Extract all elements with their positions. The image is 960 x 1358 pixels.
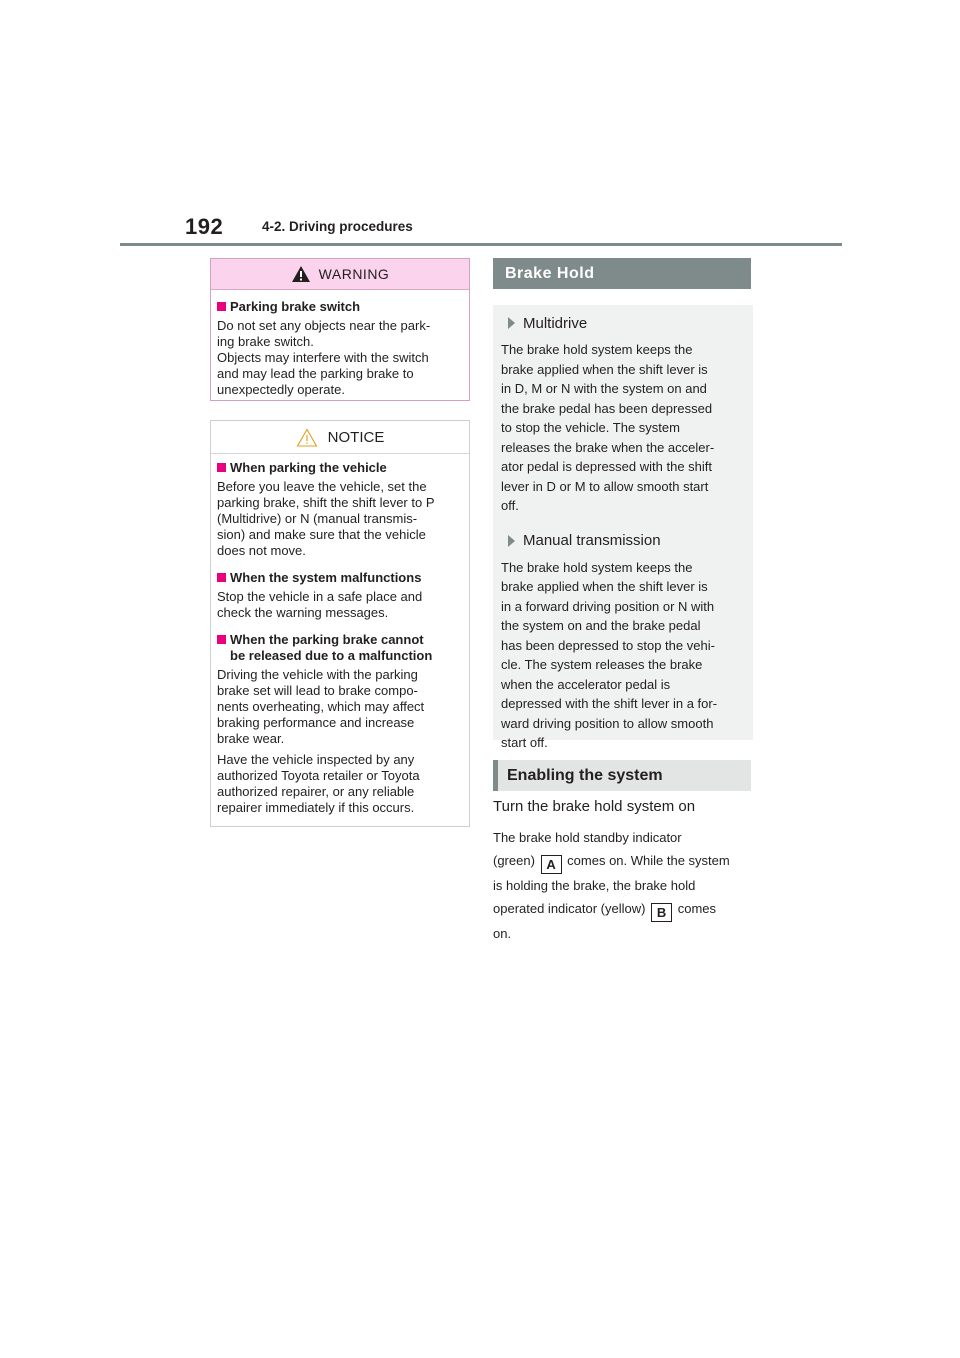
description-line: operated indicator (yellow) B comes	[493, 901, 717, 920]
notice-title-bar	[211, 421, 469, 454]
header-rule	[120, 243, 842, 246]
indicator-b-badge: B	[651, 903, 672, 922]
brake-hold-heading: Brake Hold	[493, 258, 751, 289]
bullet-square-icon	[217, 302, 226, 311]
warning-title-bar	[211, 259, 469, 290]
enabling-heading: Enabling the system	[493, 760, 751, 791]
description-line: The brake hold standby indicator	[493, 830, 682, 845]
notice-heading: When parking the vehicle	[217, 460, 463, 476]
bullet-square-icon	[217, 463, 226, 472]
description-line: is holding the brake, the brake hold	[493, 878, 696, 893]
warning-text: Do not set any objects near the park- ing brake switch. Objects may interfere with the switch and may lead the parking brake to unexpectedly operate.	[217, 318, 431, 397]
notice-text: Before you leave the vehicle, set the parking brake, shift the shift lever to P (Multidrive) or N (manual transmis- sion) and make sure that the vehicle does not move.	[217, 479, 435, 558]
enabling-description	[493, 826, 755, 945]
warning-box	[210, 258, 470, 401]
enabling-step: Turn the brake hold system on	[493, 798, 696, 815]
warning-title: WARNING	[318, 266, 390, 282]
bullet-square-icon	[217, 573, 226, 582]
description-line: on.	[493, 926, 512, 941]
notice-caution-icon	[296, 428, 318, 447]
warning-icon	[291, 265, 311, 283]
multidrive-text: The brake hold system keeps the brake applied when the shift lever is in D, M or N with the system on and the brake pedal has been depressed to stop the vehicle. The system releases the brake when the acceler- ator pedal is depressed with the shift lever in D or M to allow smooth start off.	[501, 342, 715, 513]
section-title: 4-2. Driving procedures	[262, 219, 413, 234]
notice-text: Driving the vehicle with the parking brake set will lead to brake compo- nents overheating, which may affect braking performance and increase brake wear.	[217, 667, 425, 746]
notice-text: Stop the vehicle in a safe place and check the warning messages.	[217, 589, 423, 620]
manual-transmission-text: The brake hold system keeps the brake applied when the shift lever is in a forward driving position or N with the system on and the brake pedal has been depressed to stop the vehi- cle. The system releases the brake when the accelerator pedal is depressed with the shift lever in a for- ward driving position to allow smooth start off.	[501, 559, 718, 750]
triangle-bullet-icon	[508, 317, 515, 329]
notice-box	[210, 420, 470, 827]
bullet-square-icon	[217, 635, 226, 644]
manual-transmission-subheading: Manual transmission	[508, 530, 745, 552]
warning-heading: Parking brake switch	[217, 299, 463, 315]
notice-heading: When the system malfunctions	[217, 570, 463, 586]
notice-title: NOTICE	[327, 428, 385, 446]
notice-text: Have the vehicle inspected by any authorized Toyota retailer or Toyota authorized repairer, or any reliable repairer immediately if this occurs.	[217, 752, 420, 815]
description-line: (green) A comes on. While the system	[493, 853, 730, 872]
brake-hold-panel	[493, 305, 753, 750]
notice-heading: When the parking brake cannot be released due to a malfunction	[217, 632, 463, 664]
page-number: 192	[185, 214, 224, 239]
indicator-a-badge: A	[541, 855, 562, 874]
triangle-bullet-icon	[508, 535, 515, 547]
multidrive-subheading: Multidrive	[508, 312, 745, 334]
